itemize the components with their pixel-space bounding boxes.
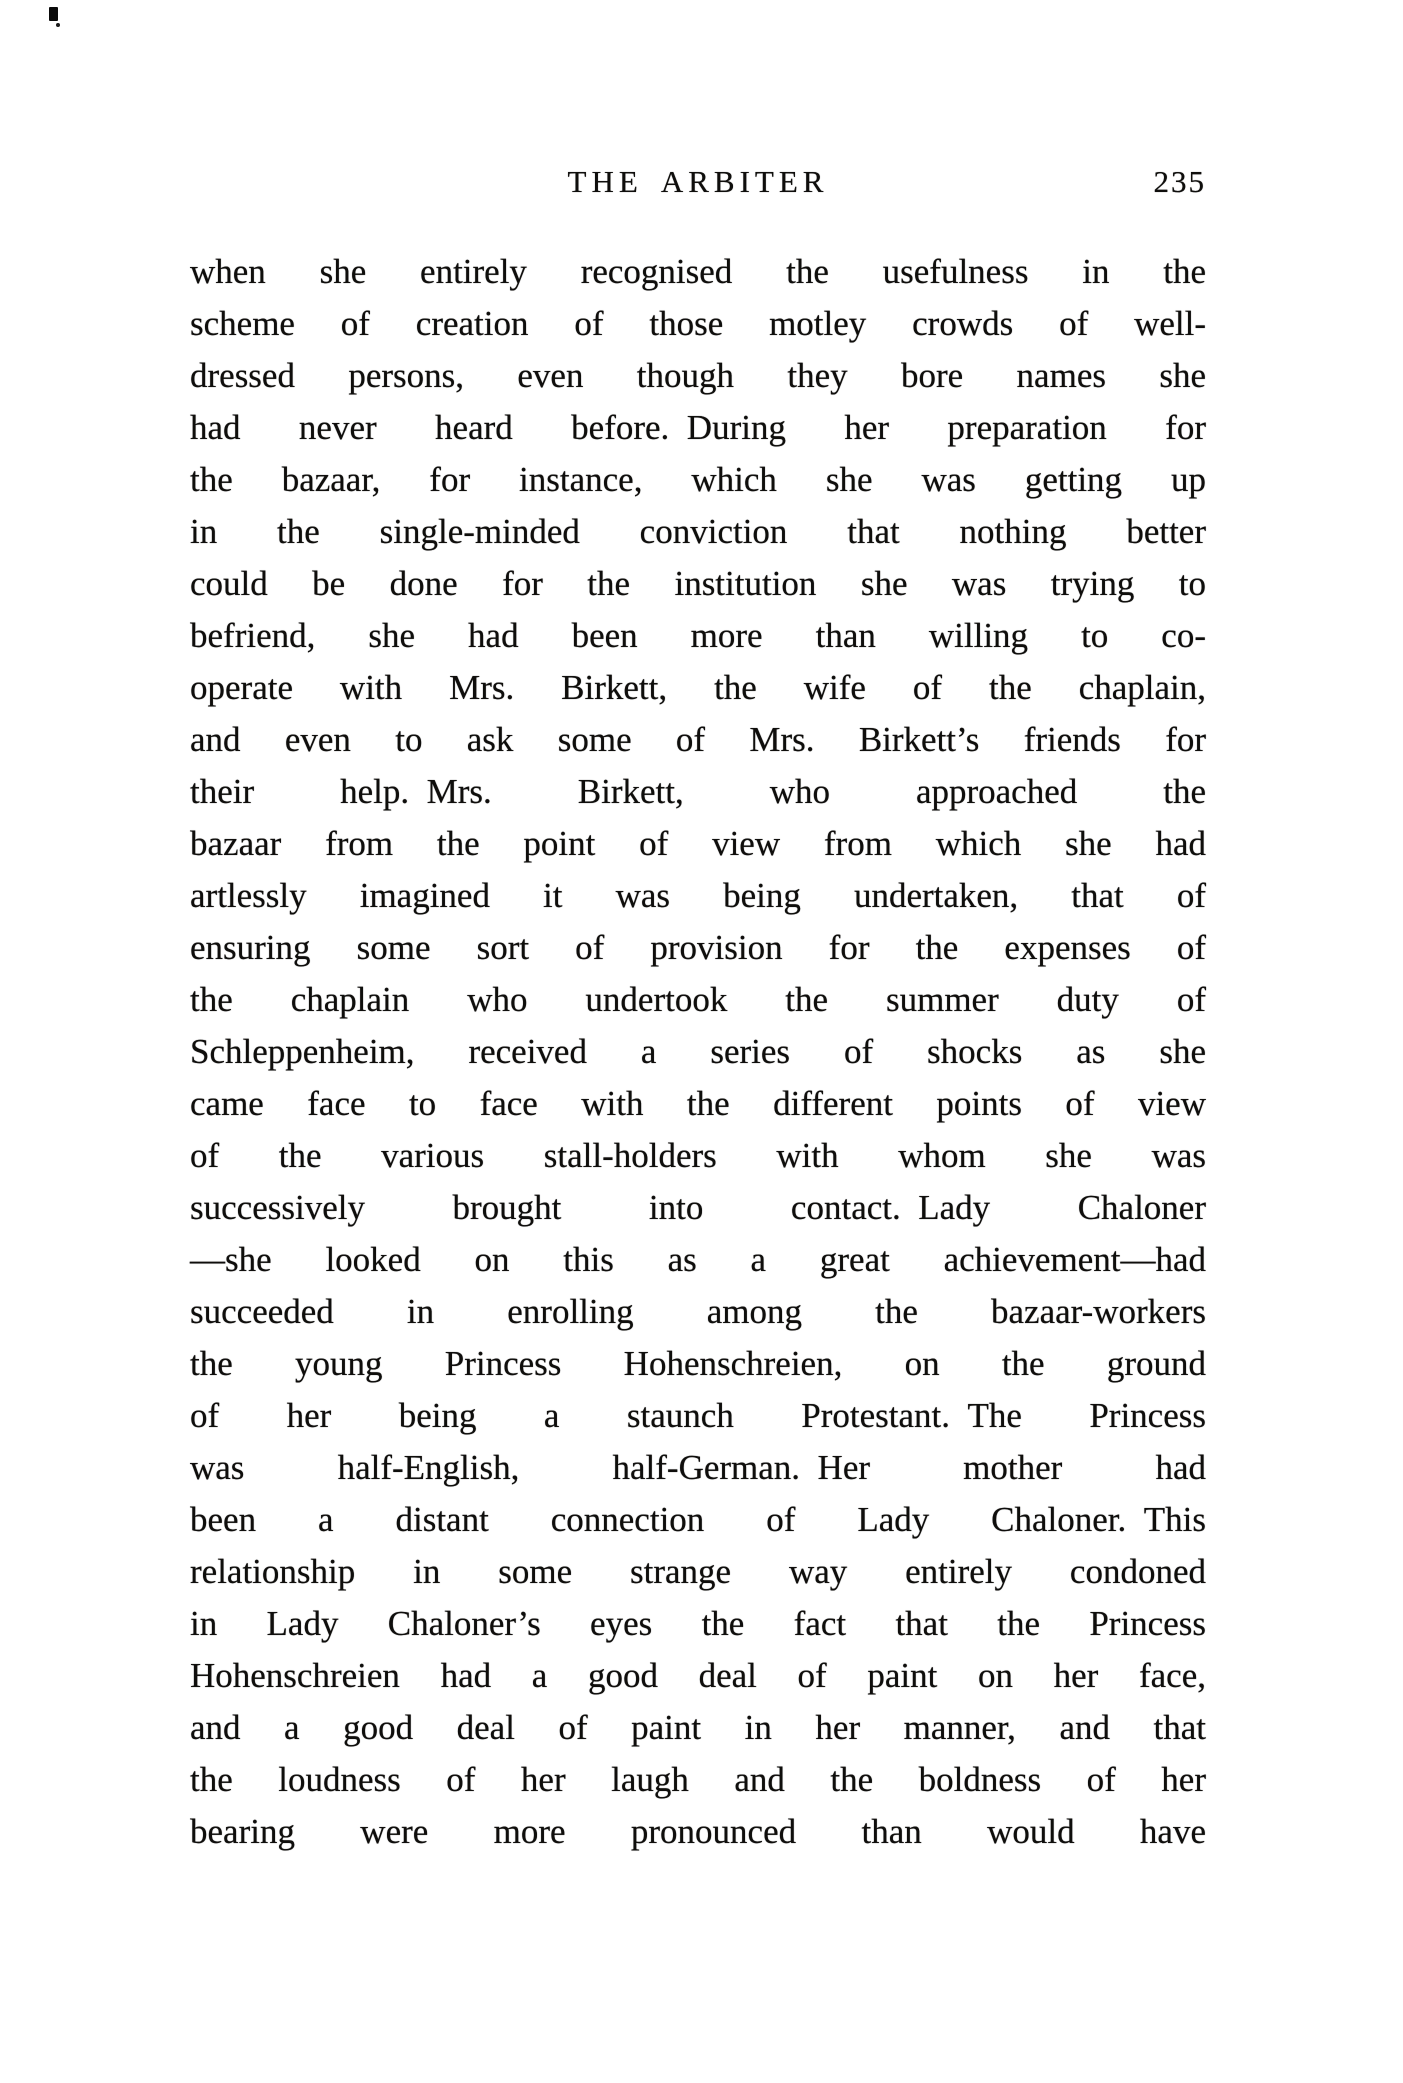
text-line: artlessly imagined it was being undertaken, that of bbox=[190, 876, 1206, 915]
text-line: Schleppenheim, received a series of shocks as she bbox=[190, 1032, 1206, 1071]
text-line: operate with Mrs. Birkett, the wife of the chaplain, bbox=[190, 668, 1206, 707]
text-line: dressed persons, even though they bore names she bbox=[190, 356, 1206, 395]
text-line: relationship in some strange way entirely condoned bbox=[190, 1552, 1206, 1591]
text-line: had never heard before. During her preparation for bbox=[190, 408, 1206, 447]
text-line: in the single-minded conviction that nothing better bbox=[190, 512, 1206, 551]
text-line: in Lady Chaloner’s eyes the fact that the Princess bbox=[190, 1604, 1206, 1643]
text-line: —she looked on this as a great achievement—had bbox=[190, 1240, 1206, 1279]
text-line: been a distant connection of Lady Chaloner. This bbox=[190, 1500, 1206, 1539]
text-line: successively brought into contact. Lady Chaloner bbox=[190, 1188, 1206, 1227]
text-line: was half-English, half-German. Her mother had bbox=[190, 1448, 1206, 1487]
text-line: of the various stall-holders with whom she was bbox=[190, 1136, 1206, 1175]
text-line: bearing were more pronounced than would have bbox=[190, 1812, 1206, 1851]
text-line: the loudness of her laugh and the boldness of her bbox=[190, 1760, 1206, 1799]
ink-mark bbox=[49, 7, 58, 21]
text-line: succeeded in enrolling among the bazaar-workers bbox=[190, 1292, 1206, 1331]
text-line: could be done for the institution she was trying to bbox=[190, 564, 1206, 603]
running-head bbox=[190, 160, 1206, 204]
text-line: and a good deal of paint in her manner, and that bbox=[190, 1708, 1206, 1747]
text-line: the bazaar, for instance, which she was getting up bbox=[190, 460, 1206, 499]
running-head-title: THE ARBITER bbox=[567, 164, 829, 199]
text-line: came face to face with the different points of view bbox=[190, 1084, 1206, 1123]
text-line: befriend, she had been more than willing to co- bbox=[190, 616, 1206, 655]
text-line: bazaar from the point of view from which she had bbox=[190, 824, 1206, 863]
text-line: their help. Mrs. Birkett, who approached the bbox=[190, 772, 1206, 811]
page-number: 235 bbox=[1153, 164, 1206, 199]
body-text bbox=[190, 246, 1206, 1858]
text-line: the young Princess Hohenschreien, on the ground bbox=[190, 1344, 1206, 1383]
text-line: the chaplain who undertook the summer duty of bbox=[190, 980, 1206, 1019]
text-line: when she entirely recognised the usefulness in the bbox=[190, 252, 1206, 291]
text-line: of her being a staunch Protestant. The Princess bbox=[190, 1396, 1206, 1435]
text-line: and even to ask some of Mrs. Birkett’s friends for bbox=[190, 720, 1206, 759]
text-line: Hohenschreien had a good deal of paint on her face, bbox=[190, 1656, 1206, 1695]
text-line: scheme of creation of those motley crowds of well- bbox=[190, 304, 1206, 343]
text-line: ensuring some sort of provision for the expenses of bbox=[190, 928, 1206, 967]
